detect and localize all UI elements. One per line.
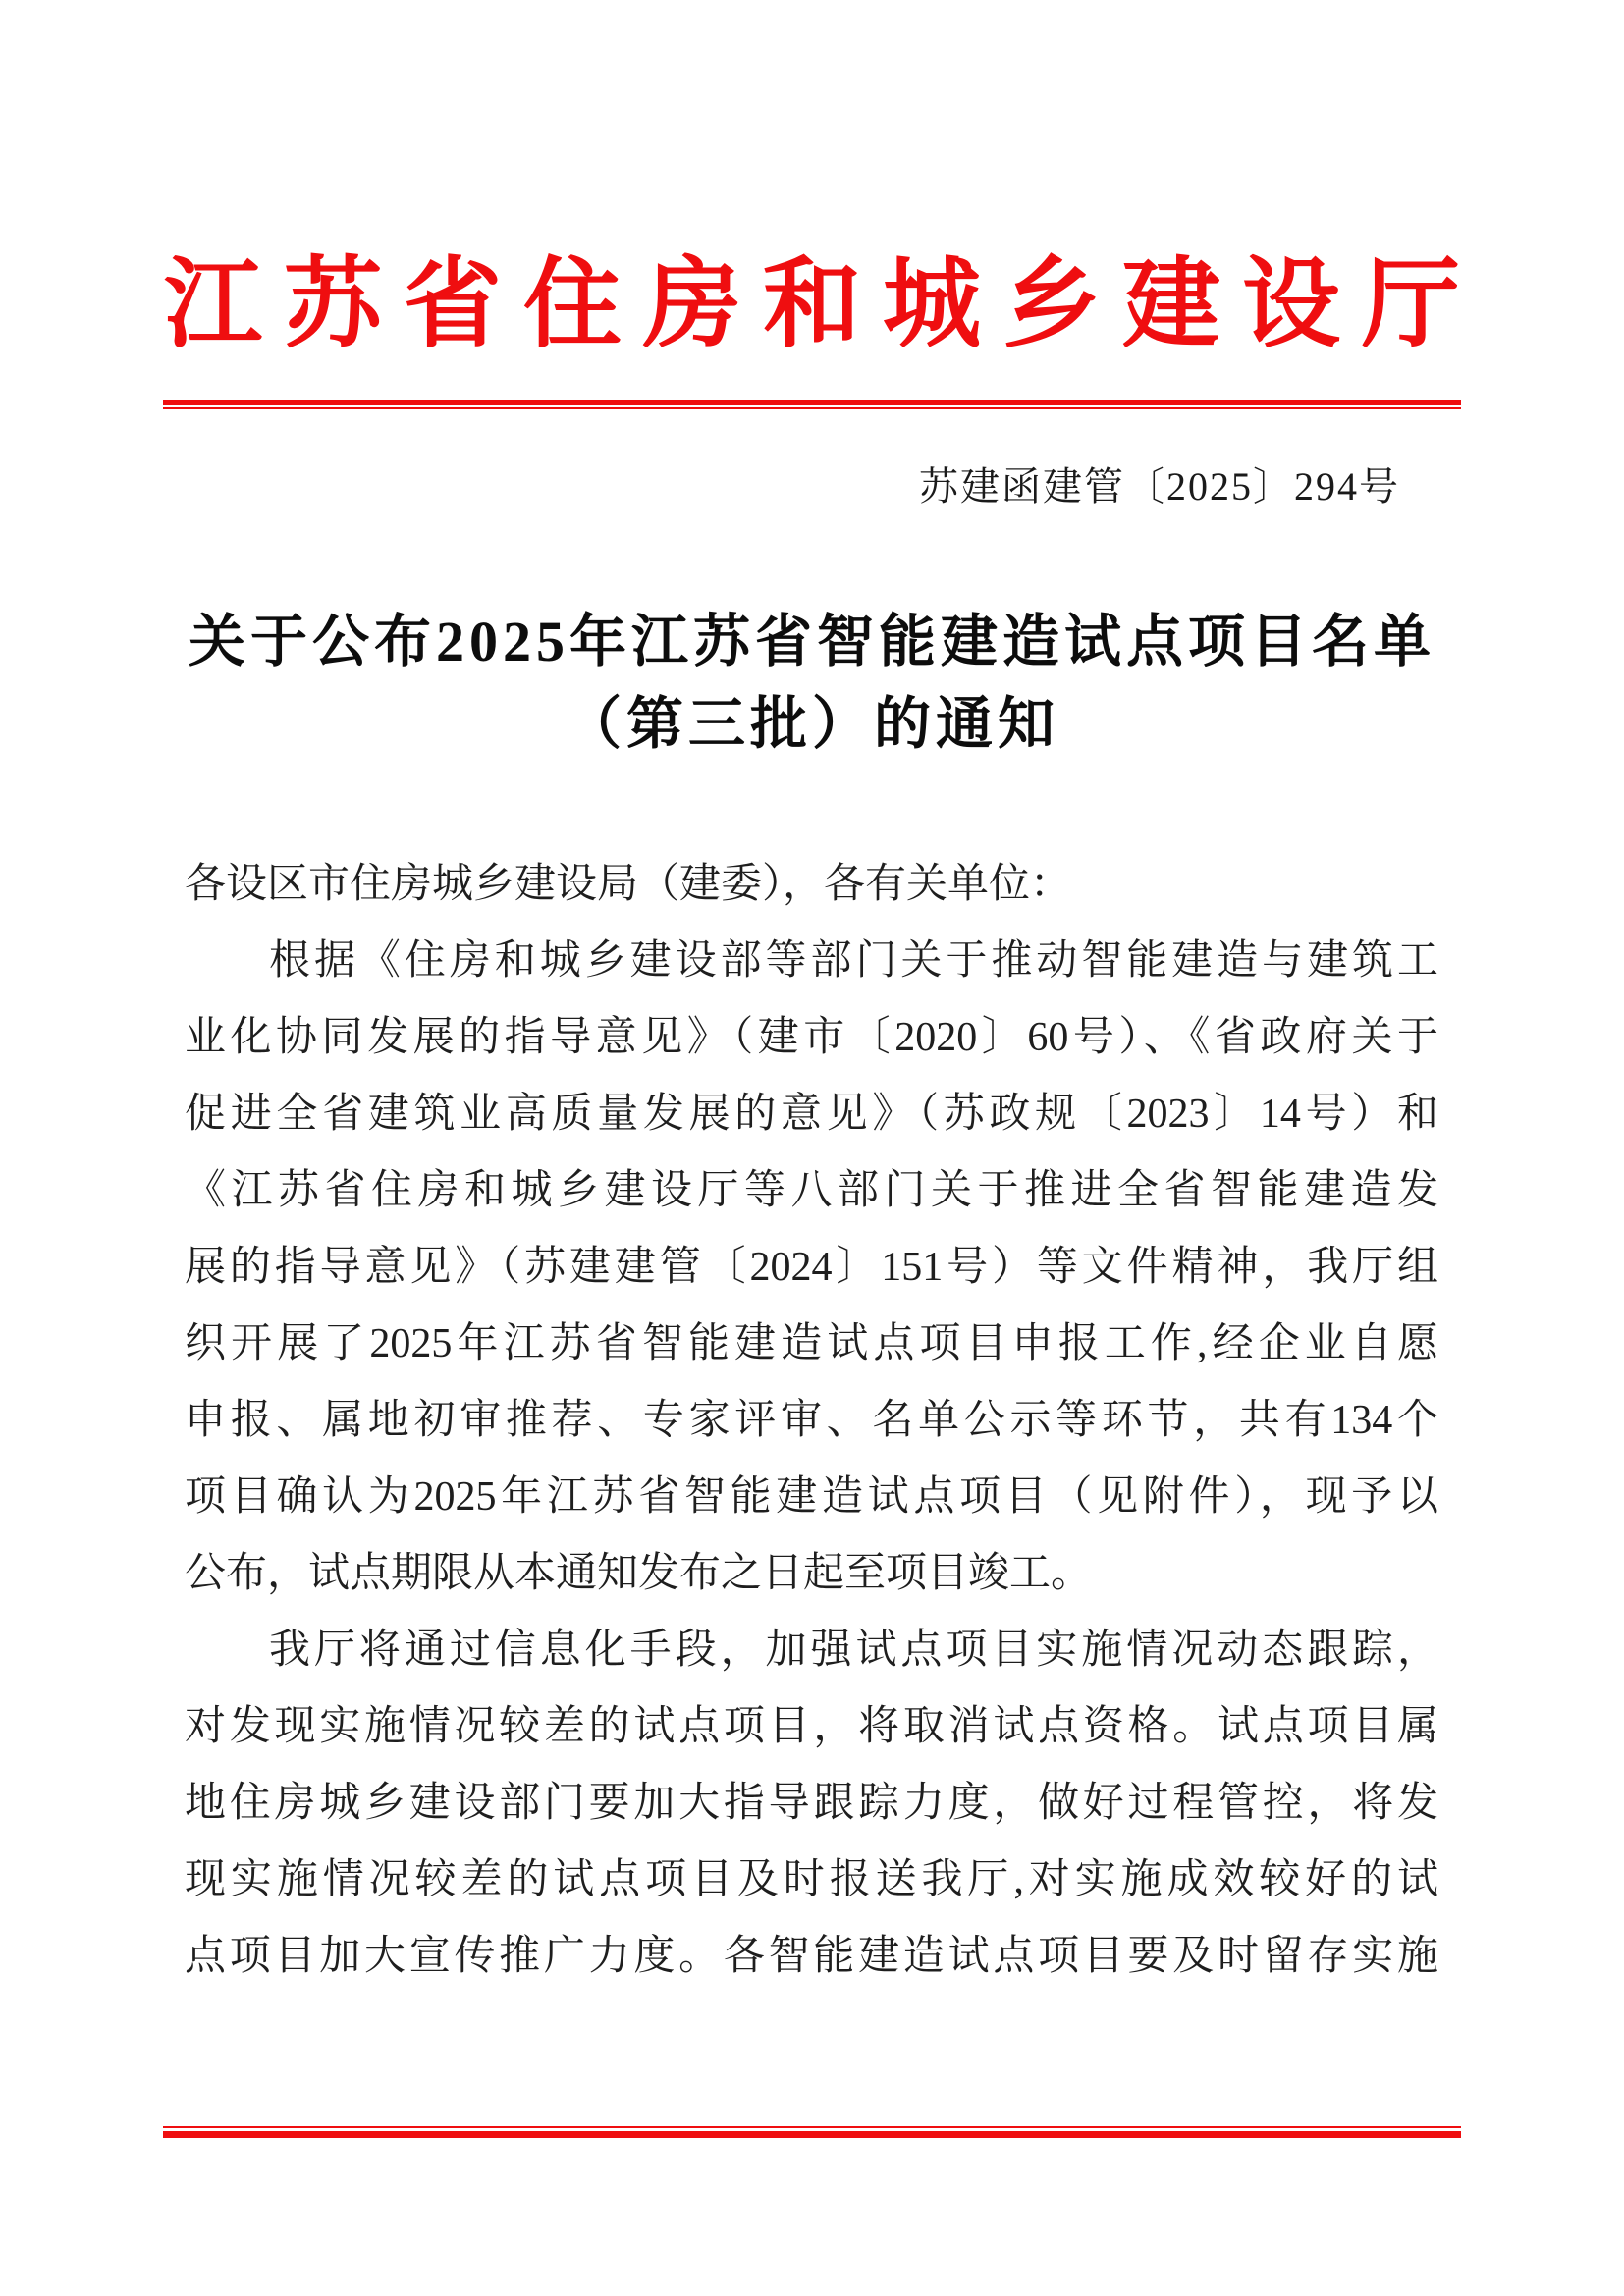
body-line: 《江苏省住房和城乡建设厅等八部门关于推进全省智能建造发: [185, 1168, 1438, 1213]
body-line: 现实施情况较差的试点项目及时报送我厅,对实施成效较好的试: [185, 1857, 1438, 1902]
body-line: 项目确认为2025年江苏省智能建造试点项目（见附件），现予以: [185, 1474, 1438, 1520]
body-line: 展的指导意见》（苏建建管〔2024〕151号）等文件精神，我厅组: [185, 1245, 1438, 1290]
body-line: 地住房城乡建设部门要加大指导跟踪力度，做好过程管控，将发: [185, 1781, 1438, 1826]
body-line: 织开展了2025年江苏省智能建造试点项目申报工作,经企业自愿: [185, 1321, 1438, 1366]
letterhead-divider-rule: [163, 400, 1461, 409]
footer-divider-rule: [163, 2126, 1461, 2138]
body-line: 申报、属地初审推荐、专家评审、名单公示等环节，共有134个: [185, 1398, 1438, 1443]
divider-thin-line: [163, 407, 1461, 409]
agency-letterhead-title: 江苏省住房和城乡建设厅: [164, 250, 1482, 359]
divider-thick-line: [163, 2131, 1461, 2138]
body-line: 公布，试点期限从本通知发布之日起至项目竣工。: [185, 1551, 1093, 1596]
body-line: 业化协同发展的指导意见》（建市〔2020〕60号）、《省政府关于: [185, 1015, 1438, 1060]
body-line: 对发现实施情况较差的试点项目，将取消试点资格。试点项目属: [185, 1704, 1438, 1749]
notice-body: [185, 846, 1438, 1995]
notice-title-line-1: 关于公布2025年江苏省智能建造试点项目名单: [188, 610, 1435, 673]
notice-title: [0, 601, 1624, 766]
document-reference-number: 苏建函建管〔2025〕294号: [919, 464, 1400, 508]
body-line: 我厅将通过信息化手段，加强试点项目实施情况动态跟踪，: [269, 1628, 1438, 1673]
body-line: 点项目加大宣传推广力度。各智能建造试点项目要及时留存实施: [185, 1934, 1438, 1979]
notice-title-line-2: （第三批）的通知: [564, 692, 1059, 756]
body-line: 根据《住房和城乡建设部等部门关于推动智能建造与建筑工: [269, 938, 1438, 984]
body-line: 促进全省建筑业高质量发展的意见》（苏政规〔2023〕14号）和: [185, 1092, 1438, 1137]
body-line-salutation: 各设区市住房城乡建设局（建委），各有关单位：: [185, 862, 1072, 907]
